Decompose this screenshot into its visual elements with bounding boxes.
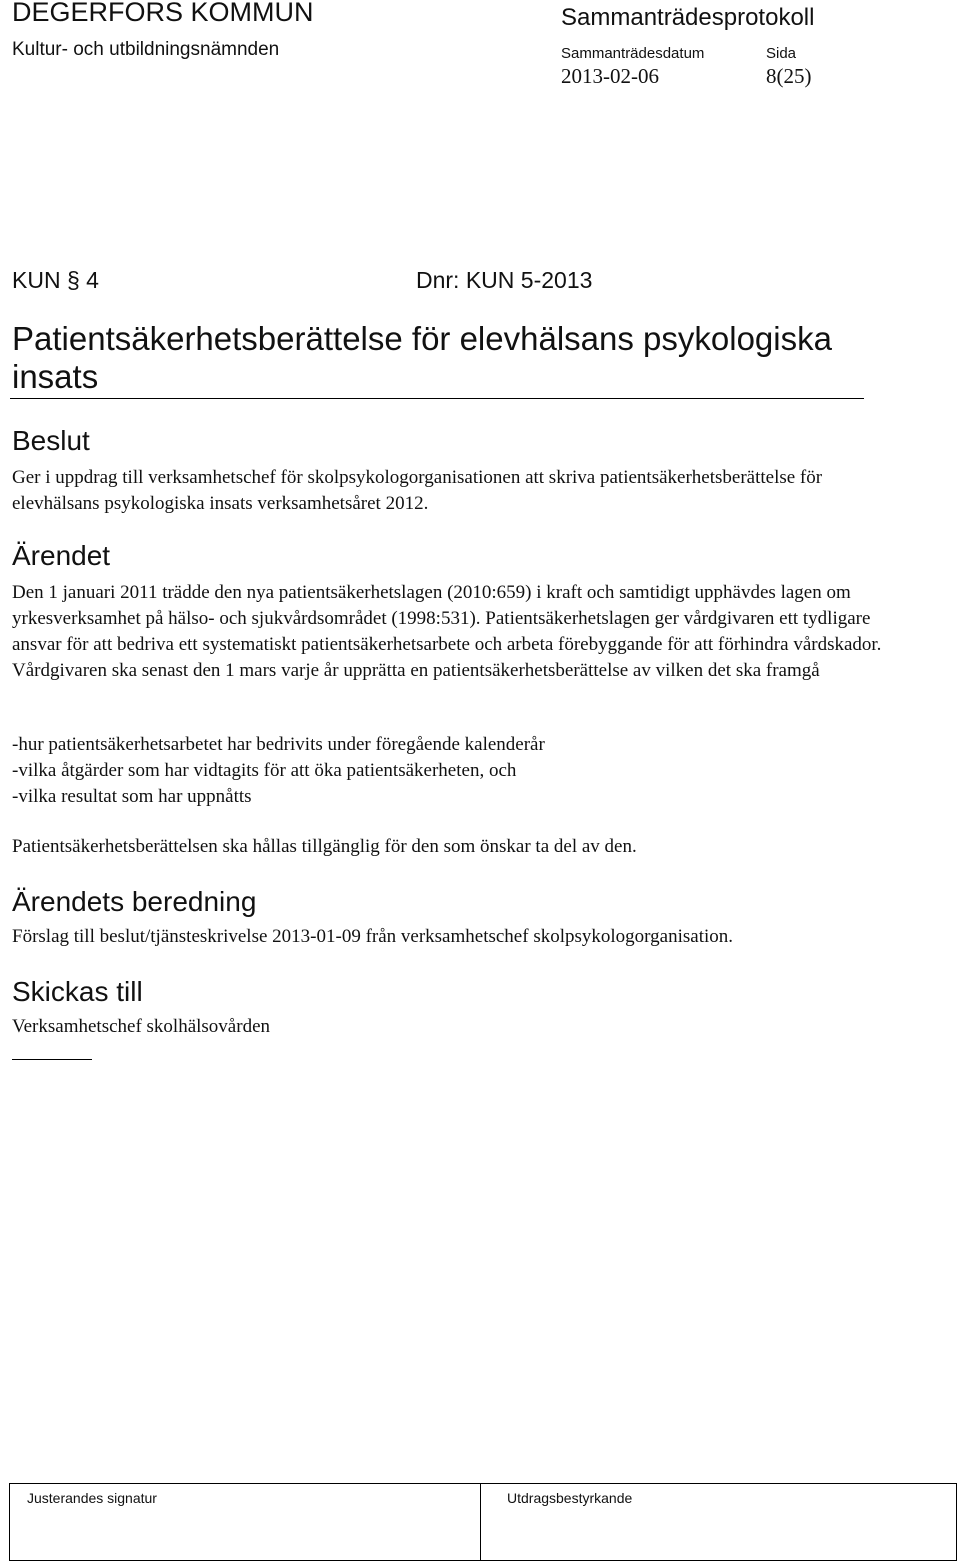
signature-box: [10, 1484, 481, 1560]
extract-certification-label: Utdragsbestyrkande: [507, 1490, 633, 1506]
section-heading-arendet: Ärendet: [12, 540, 111, 571]
case-title: Patientsäkerhetsberättelse för elevhälsans psykologiska insats: [12, 320, 832, 395]
section-text-beredning: Förslag till beslut/tjänsteskrivelse 2013-01-09 från verksamhetschef skolpsykologorganisation.: [12, 926, 733, 947]
meeting-date-value: 2013-02-06: [561, 64, 659, 88]
organization-name: DEGERFORS KOMMUN: [12, 0, 314, 27]
signature-label: Justerandes signatur: [27, 1490, 157, 1506]
page-number: 8(25): [766, 64, 812, 88]
arendet-list: [12, 732, 545, 810]
list-item: -hur patientsäkerhetsarbetet har bedrivits under föregående kalenderår: [12, 734, 545, 755]
document-type: Sammanträdesprotokoll: [561, 4, 815, 31]
arendet-closing-text: Patientsäkerhetsberättelsen ska hållas tillgänglig för den som önskar ta del av den.: [12, 836, 637, 857]
section-text-skickas-till: Verksamhetschef skolhälsovården: [12, 1016, 271, 1037]
list-item: -vilka resultat som har uppnåtts: [12, 786, 252, 807]
section-heading-beslut: Beslut: [12, 425, 90, 456]
title-divider: [10, 398, 864, 399]
diary-number: Dnr: KUN 5-2013: [416, 267, 593, 293]
end-divider: [12, 1059, 92, 1060]
signature-footer: [9, 1483, 957, 1561]
section-heading-beredning: Ärendets beredning: [12, 886, 257, 917]
department-name: Kultur- och utbildningsnämnden: [12, 39, 280, 60]
section-text-arendet: Den 1 januari 2011 trädde den nya patientsäkerhetslagen (2010:659) i kraft och samtidigt upphävdes lagen om yrkesverksamhet på hälso- och sjukvårdsområdet (1998:531). Patientsäkerhetslagen ger vårdgivaren ett tydligare ansvar för att bedriva ett systematiskt patientsäkerhetsarbete och arbeta förebyggande för att förhindra vårdskador. Vårdgivaren ska senast den 1 mars varje år upprätta en patientsäkerhetsberättelse av vilken det ska framgå: [12, 582, 882, 681]
page-label: Sida: [766, 45, 797, 62]
section-text-beslut: Ger i uppdrag till verksamhetschef för skolpsykologorganisationen att skriva patientsäkerhetsberättelse för elevhälsans psykologiska insats verksamhetsåret 2012.: [12, 467, 823, 514]
list-item: -vilka åtgärder som har vidtagits för att öka patientsäkerheten, och: [12, 760, 517, 781]
section-heading-skickas-till: Skickas till: [12, 976, 143, 1007]
extract-certification-box: [481, 1484, 956, 1560]
meeting-date-label: Sammanträdesdatum: [561, 45, 705, 62]
case-number: KUN § 4: [12, 267, 99, 293]
